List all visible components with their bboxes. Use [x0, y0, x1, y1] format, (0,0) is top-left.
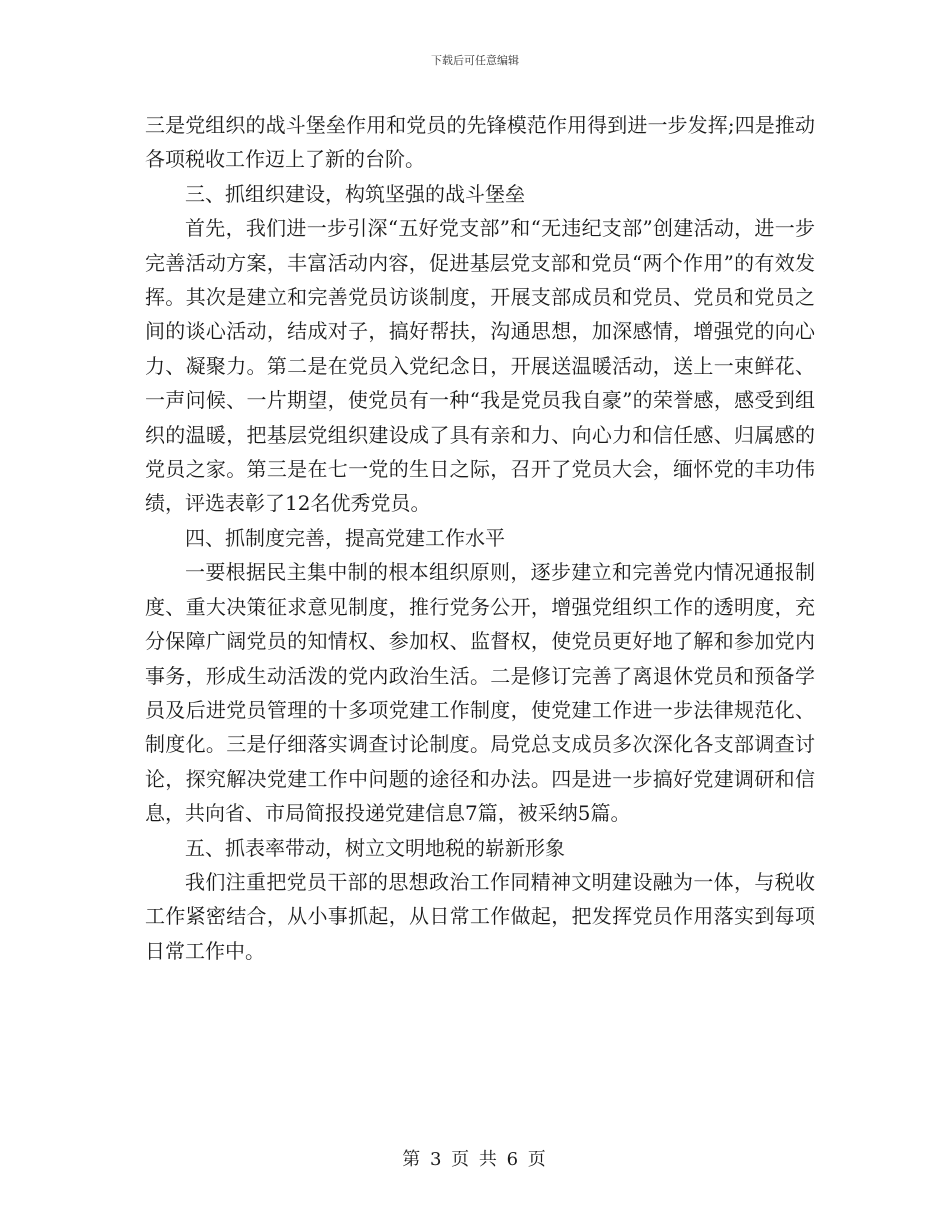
paragraph-organization: 首先，我们进一步引深“五好党支部”和“无违纪支部”创建活动，进一步完善活动方案，丰富活动内容，促进基层党支部和党员“两个作用”的有效发挥。其次是建立和完善党员访谈制度，开展支部成员和党员、党员和党员之间的谈心活动，结成对子，搞好帮扶，沟通思想，加深感情，增强党的向心力、凝聚力。第二是在党员入党纪念日，开展送温暖活动，送上一束鲜花、一声问候、一片期望，使党员有一种“我是党员我自豪”的荣誉感，感受到组织的温暖，把基层党组织建设成了具有亲和力、向心力和信任感、归属感的党员之家。第三是在七一党的生日之际，召开了党员大会，缅怀党的丰功伟绩，评选表彰了12名优秀党员。 [145, 216, 815, 516]
section-heading-5: 五、抓表率带动，树立文明地税的崭新形象 [185, 835, 565, 860]
paragraph-system: 一要根据民主集中制的根本组织原则，逐步建立和完善党内情况通报制度、重大决策征求意见制度，推行党务公开，增强党组织工作的透明度，充分保障广阔党员的知情权、参加权、监督权，使党员更好地了解和参加党内事务，形成生动活泼的党内政治生活。二是修订完善了离退休党员和预备学员及后进党员管理的十多项党建工作制度，使党建工作进一步法律规范化、制度化。三是仔细落实调查讨论制度。局党总支成员多次深化各支部调查讨论，探究解决党建工作中问题的途径和办法。四是进一步搞好党建调研和信息，共向省、市局简报投递党建信息7篇，被采纳5篇。 [145, 560, 815, 826]
document-body [145, 108, 815, 968]
paragraph-continuation: 三是党组织的战斗堡垒作用和党员的先锋模范作用得到进一步发挥;四是推动各项税收工作迈上了新的台阶。 [145, 113, 815, 172]
paragraph-example: 我们注重把党员干部的思想政治工作同精神文明建设融为一体，与税收工作紧密结合，从小事抓起，从日常工作做起，把发挥党员作用落实到每项日常工作中。 [145, 869, 815, 963]
page-header: 下载后可任意编辑 [431, 54, 519, 67]
page-number: 第 3 页 共 6 页 [402, 1149, 548, 1170]
section-heading-4: 四、抓制度完善，提高党建工作水平 [185, 525, 505, 550]
section-heading-3: 三、抓组织建设，构筑坚强的战斗堡垒 [185, 181, 525, 206]
